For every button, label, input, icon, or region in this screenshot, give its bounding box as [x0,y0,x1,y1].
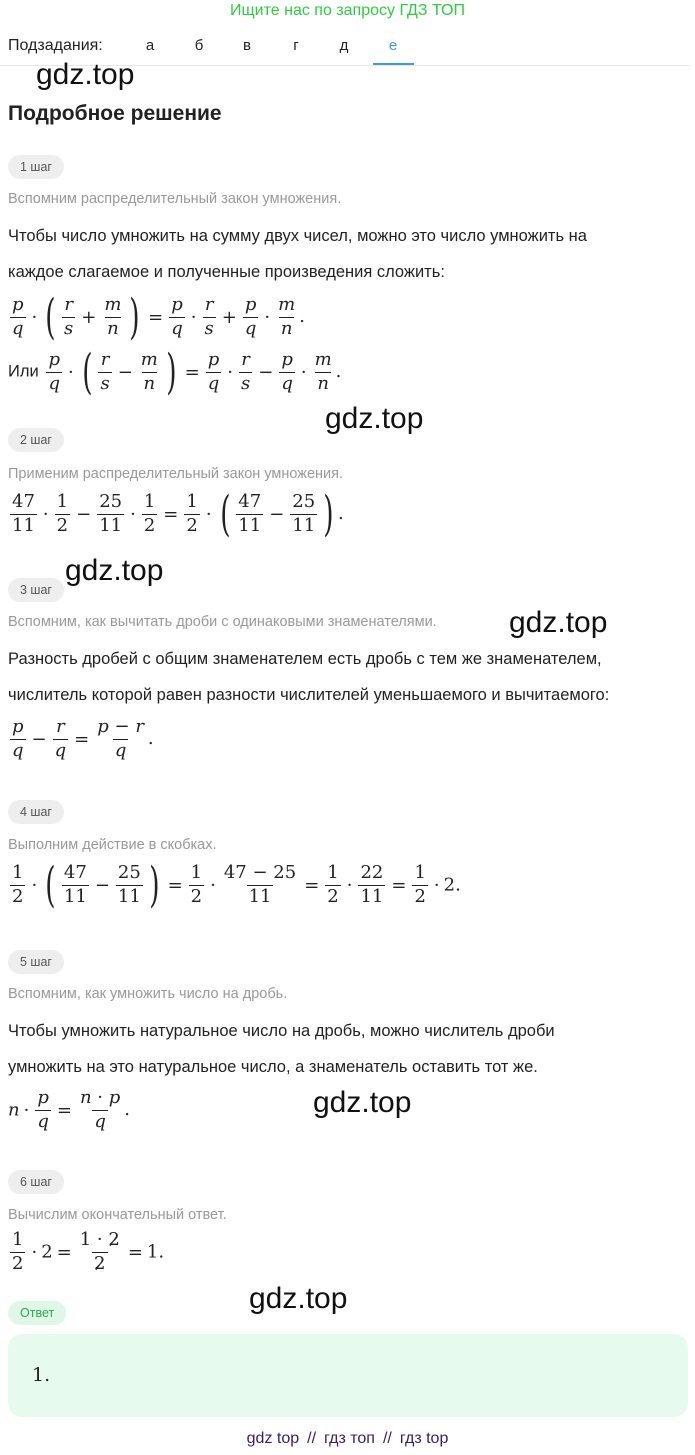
step-badge-1: 1 шаг [8,155,64,179]
footer-separator: // [382,1430,392,1447]
step-hint-4: Выполним действие в скобках. [8,837,217,853]
watermark: gdz.top [325,402,424,435]
step-text-5b: умножить на это натуральное число, а знаменатель оставить тот же. [8,1058,538,1076]
or-label: Или [8,362,39,381]
step-text-1: Чтобы число умножить на сумму двух чисел, можно это число умножить на [8,227,587,245]
step-badge-3: 3 шаг [8,578,64,602]
watermark: gdz.top [36,58,135,91]
formula-distributive-sum: $\frac{p}{q}$ · ( $\frac{r}{s}$ + $\frac{m}{n}$ ) = $\frac{p}{q}$ · $\frac{r}{s}$ + $\frac{p}{q}$ · $\frac{m}{n}$ . [12,289,305,345]
tab-e[interactable]: е [388,37,398,54]
tab-g[interactable]: г [293,37,299,54]
answer-box [8,1334,688,1417]
footer-separator: // [307,1430,317,1447]
step-badge-6: 6 шаг [8,1170,64,1194]
footer-link[interactable]: gdz top [246,1430,300,1447]
watermark: gdz.top [509,606,608,639]
subtasks-label: Подзадания: [8,37,103,54]
watermark: gdz.top [313,1086,412,1119]
step-text-3: Разность дробей с общим знаменателем есть дробь с тем же знаменателем, [8,650,602,668]
formula-step-5: n · $\frac{p}{q}$ = $\frac{n \cdot p}{q}$ . [8,1087,130,1132]
formula-step-2: $\frac{47}{11}$ · $\frac{1}{2}$ − $\frac{25}{11}$ · $\frac{1}{2}$ = $\frac{1}{2}$ · ( $\frac{47}{11}$ − $\frac{25}{11}$ ) . [12,486,344,542]
step-hint-6: Вычислим окончательный ответ. [8,1207,227,1223]
step-hint-1: Вспомним распределительный закон умножения. [8,191,342,207]
step-text-3b: числитель которой равен разности числителей уменьшаемого и вычитаемого: [8,686,610,704]
step-hint-3: Вспомним, как вычитать дроби с одинаковыми знаменателями. [8,614,437,630]
answer-badge: Ответ [8,1301,66,1325]
step-text-1b: каждое слагаемое и полученные произведения сложить: [8,263,445,281]
footer-link[interactable]: гдз топ [324,1430,375,1447]
formula-step-6: $\frac{1}{2}$ · 2 = $\frac{1 \cdot 2}{2}$ = 1. [12,1229,165,1274]
step-badge-2: 2 шаг [8,428,64,452]
formula-distributive-diff: Или $\frac{p}{q}$ · ( $\frac{r}{s}$ − $\frac{m}{n}$ ) = $\frac{p}{q}$ · $\frac{r}{s}$ − $\frac{p}{q}$ · $\frac{m}{n}$ . [8,344,342,400]
watermark: gdz.top [65,554,164,587]
footer-link[interactable]: гдз top [399,1430,449,1447]
step-badge-5: 5 шаг [8,950,64,974]
formula-step-4: $\frac{1}{2}$ · ( $\frac{47}{11}$ − $\frac{25}{11}$ ) = $\frac{1}{2}$ · $\frac{47 - 25}{11}$ = $\frac{1}{2}$ · $\frac{22}{11}$ = $\frac{1}{2}$ · 2. [12,857,461,913]
tab-d[interactable]: д [339,37,349,54]
step-hint-2: Применим распределительный закон умножения. [8,466,344,482]
tab-b[interactable]: б [194,37,204,54]
page-title: Подробное решение [8,102,222,125]
step-badge-4: 4 шаг [8,800,64,824]
formula-step-3: $\frac{p}{q}$ − $\frac{r}{q}$ = $\frac{p - r}{q}$ . [12,716,154,761]
tab-a[interactable]: а [145,37,155,54]
watermark: gdz.top [249,1282,348,1315]
tab-v[interactable]: в [243,37,251,54]
footer-links [0,1430,695,1448]
step-text-5: Чтобы умножить натуральное число на дробь, можно числитель дроби [8,1022,555,1040]
step-hint-5: Вспомним, как умножить число на дробь. [8,986,288,1002]
answer-value: 1. [32,1364,51,1386]
search-banner[interactable]: Ищите нас по запросу ГДЗ ТОП [230,2,465,19]
